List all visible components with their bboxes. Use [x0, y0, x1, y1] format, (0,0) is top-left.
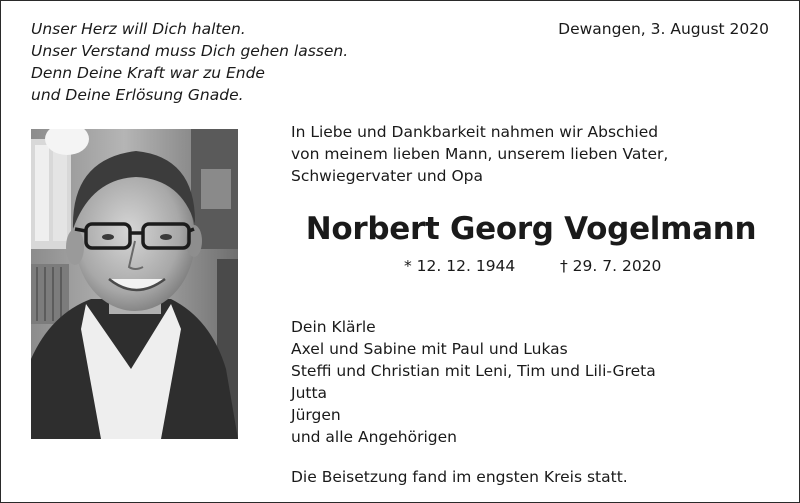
intro-line: Schwiegervater und Opa: [291, 167, 483, 185]
poem-line: Unser Verstand muss Dich gehen lassen.: [31, 42, 349, 60]
mourner-line: Steffi und Christian mit Leni, Tim und Lili-Greta: [291, 362, 656, 380]
mourners-list: [291, 316, 656, 448]
mourner-line: Jürgen: [291, 406, 341, 424]
intro-line: von meinem lieben Mann, unserem lieben Vater,: [291, 145, 669, 163]
poem-line: und Deine Erlösung Gnade.: [31, 86, 244, 104]
portrait-photo: [31, 129, 238, 439]
poem-line: Unser Herz will Dich halten.: [31, 20, 246, 38]
birth-date: * 12. 12. 1944: [404, 257, 516, 275]
deceased-name: Norbert Georg Vogelmann: [305, 211, 757, 247]
poem-line: Denn Deine Kraft war zu Ende: [31, 64, 265, 82]
intro-line: In Liebe und Dankbarkeit nahmen wir Abschied: [291, 123, 659, 141]
funeral-note: Die Beisetzung fand im engsten Kreis statt.: [291, 468, 628, 486]
intro-text: [291, 121, 668, 187]
mourner-line: Jutta: [291, 384, 328, 402]
mourner-line: und alle Angehörigen: [291, 428, 457, 446]
poem: [31, 18, 348, 106]
place-date: Dewangen, 3. August 2020: [558, 20, 769, 38]
mourner-line: Dein Klärle: [291, 318, 376, 336]
death-date: † 29. 7. 2020: [560, 257, 662, 275]
mourner-line: Axel und Sabine mit Paul und Lukas: [291, 340, 568, 358]
